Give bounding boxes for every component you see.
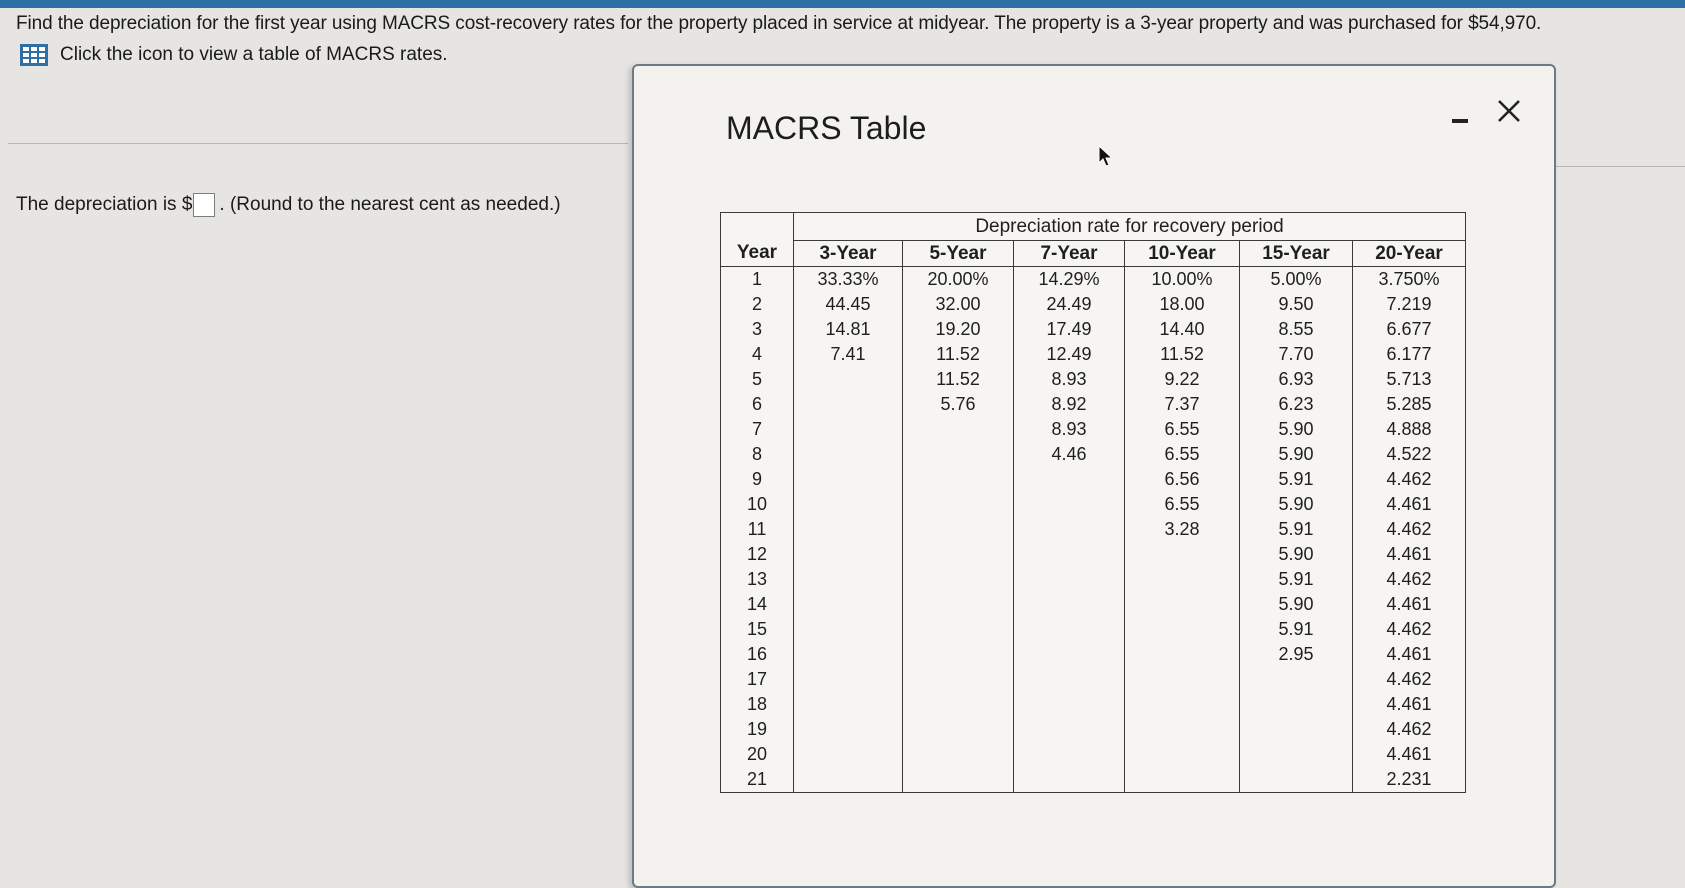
rate-cell: 11.52: [903, 342, 1014, 367]
rate-cell: 12.49: [1014, 342, 1125, 367]
answer-prefix: The depreciation is $: [16, 194, 193, 215]
rate-cell: 6.93: [1240, 367, 1353, 392]
rate-cell: 4.461: [1353, 692, 1466, 717]
rate-cell: 4.461: [1353, 542, 1466, 567]
rate-cell: 2.231: [1353, 767, 1466, 793]
rate-cell: 7.70: [1240, 342, 1353, 367]
year-cell: 10: [721, 492, 794, 517]
rate-cell: [1014, 542, 1125, 567]
rate-cell: 32.00: [903, 292, 1014, 317]
rate-cell: [1014, 767, 1125, 793]
table-row: [721, 567, 1466, 592]
rate-cell: [794, 392, 903, 417]
rate-cell: 17.49: [1014, 317, 1125, 342]
close-icon[interactable]: [1494, 96, 1524, 126]
year-cell: 18: [721, 692, 794, 717]
rate-cell: 4.461: [1353, 492, 1466, 517]
rate-cell: [1240, 692, 1353, 717]
rate-cell: [903, 567, 1014, 592]
rate-cell: 14.40: [1125, 317, 1240, 342]
macrs-table-body: [721, 267, 1466, 793]
rate-cell: [903, 442, 1014, 467]
view-table-link[interactable]: [20, 44, 448, 66]
rate-cell: 20.00%: [903, 267, 1014, 293]
rate-cell: [903, 617, 1014, 642]
rate-cell: 5.285: [1353, 392, 1466, 417]
rate-cell: [1125, 742, 1240, 767]
rate-cell: 2.95: [1240, 642, 1353, 667]
question-text: Find the depreciation for the first year using MACRS cost-recovery rates for the property placed in service at midyear. The property is a 3-year property and was purchased for $54,970.: [16, 13, 1542, 34]
year-cell: 5: [721, 367, 794, 392]
rate-cell: 14.81: [794, 317, 903, 342]
rate-cell: 4.522: [1353, 442, 1466, 467]
table-row: [721, 417, 1466, 442]
year-cell: 8: [721, 442, 794, 467]
rate-cell: 5.91: [1240, 467, 1353, 492]
rate-cell: 5.91: [1240, 617, 1353, 642]
rate-cell: 6.56: [1125, 467, 1240, 492]
table-row: [721, 442, 1466, 467]
rate-cell: 11.52: [1125, 342, 1240, 367]
rate-cell: 24.49: [1014, 292, 1125, 317]
year-cell: 1: [721, 267, 794, 293]
rate-cell: 5.91: [1240, 567, 1353, 592]
rate-cell: [1125, 542, 1240, 567]
rate-cell: [1014, 617, 1125, 642]
table-row: [721, 492, 1466, 517]
rate-cell: [903, 717, 1014, 742]
table-row: [721, 592, 1466, 617]
year-cell: 13: [721, 567, 794, 592]
table-row: [721, 617, 1466, 642]
rate-cell: [903, 742, 1014, 767]
rate-cell: [1125, 667, 1240, 692]
table-caption: Depreciation rate for recovery period: [794, 213, 1466, 241]
table-row: [721, 667, 1466, 692]
rate-cell: [1014, 667, 1125, 692]
table-row: [721, 467, 1466, 492]
section-divider: [8, 143, 628, 144]
rate-cell: 4.462: [1353, 567, 1466, 592]
rate-cell: 11.52: [903, 367, 1014, 392]
rate-cell: 5.90: [1240, 417, 1353, 442]
year-cell: 21: [721, 767, 794, 793]
rate-cell: [794, 442, 903, 467]
rate-cell: [1240, 742, 1353, 767]
rate-cell: 9.22: [1125, 367, 1240, 392]
rate-cell: 4.462: [1353, 617, 1466, 642]
rate-cell: 4.462: [1353, 467, 1466, 492]
column-header-7-year: 7-Year: [1014, 241, 1125, 267]
rate-cell: 5.90: [1240, 592, 1353, 617]
rate-cell: [794, 742, 903, 767]
rate-cell: [1014, 592, 1125, 617]
year-cell: 11: [721, 517, 794, 542]
table-row: [721, 267, 1466, 293]
rate-cell: 3.28: [1125, 517, 1240, 542]
rate-cell: 14.29%: [1014, 267, 1125, 293]
minimize-icon[interactable]: [1452, 119, 1468, 123]
table-row: [721, 292, 1466, 317]
rate-cell: [1014, 742, 1125, 767]
rate-cell: 6.55: [1125, 492, 1240, 517]
rate-cell: 19.20: [903, 317, 1014, 342]
year-cell: 14: [721, 592, 794, 617]
rate-cell: 5.713: [1353, 367, 1466, 392]
year-cell: 19: [721, 717, 794, 742]
rate-cell: 4.462: [1353, 517, 1466, 542]
dialog-title: MACRS Table: [726, 110, 927, 146]
rate-cell: [794, 717, 903, 742]
rate-cell: 8.92: [1014, 392, 1125, 417]
rate-cell: [903, 467, 1014, 492]
year-cell: 16: [721, 642, 794, 667]
rate-cell: [1014, 467, 1125, 492]
rate-cell: [794, 617, 903, 642]
rate-cell: [794, 542, 903, 567]
rate-cell: [903, 692, 1014, 717]
rate-cell: 7.37: [1125, 392, 1240, 417]
rate-cell: [794, 592, 903, 617]
table-row: [721, 342, 1466, 367]
rate-cell: 18.00: [1125, 292, 1240, 317]
rate-cell: 4.462: [1353, 667, 1466, 692]
rate-cell: 33.33%: [794, 267, 903, 293]
rate-cell: [1125, 617, 1240, 642]
answer-line: [16, 193, 561, 217]
rate-cell: [794, 642, 903, 667]
rate-cell: [1014, 692, 1125, 717]
rate-cell: [794, 517, 903, 542]
rate-cell: 4.461: [1353, 592, 1466, 617]
rate-cell: 5.90: [1240, 442, 1353, 467]
rate-cell: [794, 692, 903, 717]
rate-cell: 4.462: [1353, 717, 1466, 742]
answer-suffix: . (Round to the nearest cent as needed.): [219, 194, 561, 215]
rate-cell: [903, 592, 1014, 617]
rate-cell: 4.461: [1353, 742, 1466, 767]
rate-cell: [1240, 667, 1353, 692]
rate-cell: 5.91: [1240, 517, 1353, 542]
rate-cell: 5.00%: [1240, 267, 1353, 293]
rate-cell: 6.177: [1353, 342, 1466, 367]
table-row: [721, 642, 1466, 667]
column-header-10-year: 10-Year: [1125, 241, 1240, 267]
rate-cell: [903, 642, 1014, 667]
table-row: [721, 767, 1466, 793]
rate-cell: 7.219: [1353, 292, 1466, 317]
rate-cell: [794, 567, 903, 592]
rate-cell: [794, 467, 903, 492]
year-cell: 4: [721, 342, 794, 367]
year-cell: 20: [721, 742, 794, 767]
rate-cell: [1014, 642, 1125, 667]
rate-cell: [1125, 717, 1240, 742]
rate-cell: [1240, 767, 1353, 793]
rate-cell: 5.76: [903, 392, 1014, 417]
rate-cell: 9.50: [1240, 292, 1353, 317]
rate-cell: [1125, 692, 1240, 717]
rate-cell: [1014, 517, 1125, 542]
rate-cell: 6.23: [1240, 392, 1353, 417]
rate-cell: [903, 667, 1014, 692]
rate-cell: 5.90: [1240, 492, 1353, 517]
section-divider: [1550, 166, 1685, 167]
year-cell: 9: [721, 467, 794, 492]
table-row: [721, 692, 1466, 717]
mouse-pointer-icon: [1098, 145, 1114, 169]
rate-cell: 4.461: [1353, 642, 1466, 667]
table-row: [721, 392, 1466, 417]
rate-cell: [1014, 492, 1125, 517]
column-header-year: Year: [721, 241, 794, 267]
rate-cell: [1240, 717, 1353, 742]
rate-cell: 44.45: [794, 292, 903, 317]
column-header-3-year: 3-Year: [794, 241, 903, 267]
top-accent-bar: [0, 0, 1685, 8]
rate-cell: 6.55: [1125, 417, 1240, 442]
rate-cell: [903, 417, 1014, 442]
rate-cell: 5.90: [1240, 542, 1353, 567]
rate-cell: 8.55: [1240, 317, 1353, 342]
rate-cell: 4.888: [1353, 417, 1466, 442]
column-header-5-year: 5-Year: [903, 241, 1014, 267]
year-cell: 12: [721, 542, 794, 567]
depreciation-answer-input[interactable]: [193, 193, 215, 217]
table-row: [721, 742, 1466, 767]
rate-cell: [794, 492, 903, 517]
rate-cell: 8.93: [1014, 417, 1125, 442]
rate-cell: [794, 367, 903, 392]
rate-cell: [1125, 592, 1240, 617]
year-cell: 15: [721, 617, 794, 642]
rate-cell: [1014, 717, 1125, 742]
rate-cell: 6.677: [1353, 317, 1466, 342]
rate-cell: 8.93: [1014, 367, 1125, 392]
table-row: [721, 542, 1466, 567]
table-grid-icon[interactable]: [20, 44, 48, 66]
rate-cell: 3.750%: [1353, 267, 1466, 293]
rate-cell: [1125, 642, 1240, 667]
rate-cell: [1125, 767, 1240, 793]
rate-cell: [794, 667, 903, 692]
rate-cell: 4.46: [1014, 442, 1125, 467]
year-cell: 3: [721, 317, 794, 342]
table-row: [721, 367, 1466, 392]
year-cell: 2: [721, 292, 794, 317]
column-header-20-year: 20-Year: [1353, 241, 1466, 267]
rate-cell: [903, 767, 1014, 793]
rate-cell: [903, 517, 1014, 542]
macrs-rates-table: [720, 212, 1466, 793]
rate-cell: [1125, 567, 1240, 592]
rate-cell: 10.00%: [1125, 267, 1240, 293]
rate-cell: [903, 542, 1014, 567]
rate-cell: [1014, 567, 1125, 592]
year-cell: 6: [721, 392, 794, 417]
year-cell: 17: [721, 667, 794, 692]
rate-cell: [794, 767, 903, 793]
column-header-15-year: 15-Year: [1240, 241, 1353, 267]
rate-cell: 6.55: [1125, 442, 1240, 467]
view-table-link-label[interactable]: Click the icon to view a table of MACRS rates.: [60, 44, 448, 65]
table-row: [721, 317, 1466, 342]
table-header-year-spacer: [721, 213, 794, 241]
year-cell: 7: [721, 417, 794, 442]
rate-cell: 7.41: [794, 342, 903, 367]
rate-cell: [903, 492, 1014, 517]
table-row: [721, 517, 1466, 542]
rate-cell: [794, 417, 903, 442]
table-row: [721, 717, 1466, 742]
